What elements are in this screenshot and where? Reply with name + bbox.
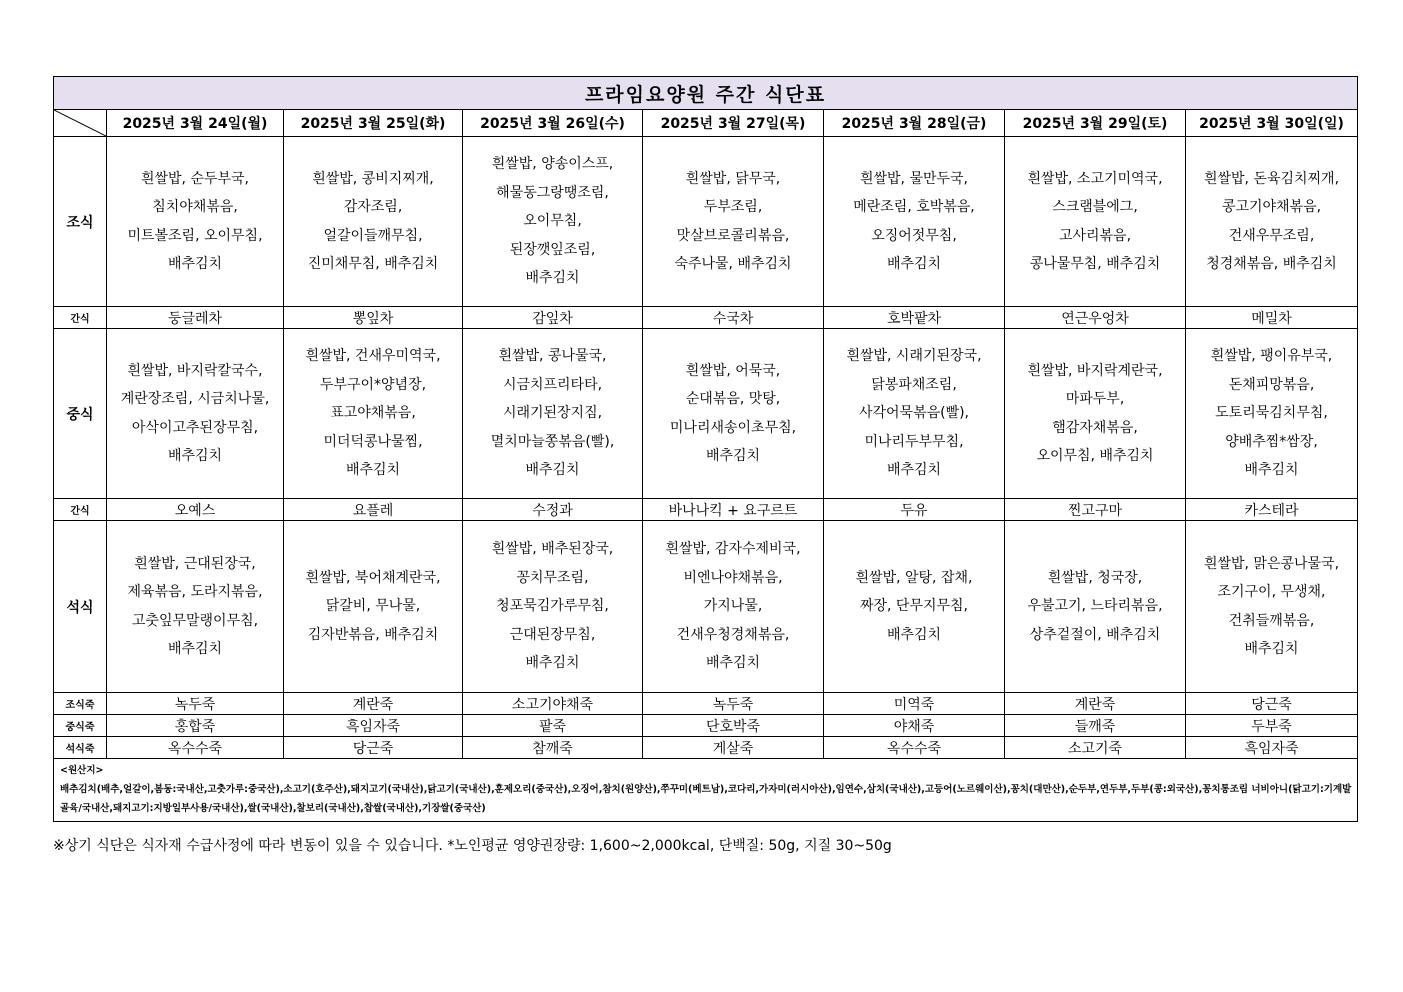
menu-item-line: 오징어젓무침, bbox=[871, 227, 957, 244]
afternoon-snack-cell: 두유 bbox=[824, 499, 1005, 521]
date-header: 2025년 3월 27일(목) bbox=[643, 110, 824, 137]
menu-item-line: 메란조림, 호박볶음, bbox=[853, 199, 975, 215]
menu-item-line: 건새우청경채볶음, bbox=[676, 626, 790, 643]
dinner-menu-cell bbox=[107, 521, 284, 693]
weekly-menu-table bbox=[53, 76, 1358, 822]
footnote: ※상기 식단은 식자재 수급사정에 따라 변동이 있을 수 있습니다. *노인평균 영양권장량: 1,600~2,000kcal, 단백질: 50g, 지질 30~50g bbox=[53, 838, 892, 854]
menu-item-line: 흰쌀밥, 팽이유부국, bbox=[1210, 348, 1333, 365]
menu-item-line: 배추김치 bbox=[705, 655, 761, 672]
menu-item-line: 표고야채볶음, bbox=[330, 405, 416, 422]
menu-item-line: 흰쌀밥, 콩비지찌개, bbox=[312, 170, 434, 187]
menu-item-line: 건취들깨볶음, bbox=[1228, 612, 1315, 629]
menu-item-line: 조기구이, 무생채, bbox=[1217, 584, 1326, 600]
morning-snack-cell: 호박팥차 bbox=[824, 307, 1005, 329]
porridge-breakfast-cell: 녹두죽 bbox=[643, 693, 824, 715]
row-label-dinner: 석식 bbox=[54, 521, 107, 693]
page-title: 프라임요양원 주간 식단표 bbox=[54, 77, 1358, 110]
menu-item-line: 미나리새송이초무침, bbox=[669, 419, 797, 436]
date-header: 2025년 3월 24일(월) bbox=[107, 110, 284, 137]
menu-item-line: 아삭이고추된장무침, bbox=[131, 419, 259, 436]
menu-item-line: 배추김치 bbox=[167, 641, 223, 657]
menu-item-line: 사각어묵볶음(빨), bbox=[858, 405, 970, 422]
menu-item-line: 배추김치 bbox=[167, 256, 223, 272]
menu-item-line: 흰쌀밥, 시래기된장국, bbox=[846, 348, 982, 365]
menu-item-line: 고사리볶음, bbox=[1058, 227, 1132, 244]
morning-snack-cell: 수국차 bbox=[643, 307, 824, 329]
menu-item-line: 흰쌀밥, 어묵국, bbox=[685, 362, 781, 379]
menu-item-line: 돈채피망볶음, bbox=[1228, 376, 1315, 393]
afternoon-snack-cell: 요플레 bbox=[284, 499, 463, 521]
menu-item-line: 양배추찜*쌈장, bbox=[1225, 433, 1318, 450]
breakfast-menu-cell bbox=[463, 137, 643, 307]
porridge-dinner-cell: 당근죽 bbox=[284, 737, 463, 759]
porridge-lunch-cell: 들깨죽 bbox=[1005, 715, 1186, 737]
date-header: 2025년 3월 30일(일) bbox=[1186, 110, 1358, 137]
dinner-menu-cell bbox=[1186, 521, 1358, 693]
menu-item-line: 상추겉절이, 배추김치 bbox=[1029, 626, 1161, 643]
menu-item-line: 흰쌀밥, 물만두국, bbox=[859, 170, 969, 187]
breakfast-menu-cell bbox=[824, 137, 1005, 307]
menu-item-line: 가지나물, bbox=[703, 598, 763, 615]
menu-item-line: 흰쌀밥, 배추된장국, bbox=[491, 541, 614, 558]
lunch-menu-cell bbox=[463, 329, 643, 499]
menu-item-line: 흰쌀밥, 순두부국, bbox=[140, 170, 250, 187]
menu-item-line: 된장깻잎조림, bbox=[509, 241, 596, 258]
menu-item-line: 꽁치무조림, bbox=[516, 569, 589, 586]
menu-item-line: 오이무침, 배추김치 bbox=[1036, 448, 1154, 464]
menu-item-line: 스크램블에그, bbox=[1052, 199, 1138, 215]
menu-item-line: 순대볶음, 맛탕, bbox=[685, 391, 781, 407]
menu-item-line: 얼갈이들깨무침, bbox=[323, 227, 423, 244]
menu-item-line: 근대된장무침, bbox=[509, 626, 596, 643]
breakfast-menu-cell bbox=[643, 137, 824, 307]
menu-item-line: 흰쌀밥, 알탕, 잡채, bbox=[855, 569, 973, 586]
porridge-dinner-cell: 옥수수죽 bbox=[107, 737, 284, 759]
breakfast-menu-cell bbox=[1005, 137, 1186, 307]
menu-item-line: 미트볼조림, 오이무침, bbox=[127, 227, 263, 244]
menu-item-line: 청경채볶음, 배추김치 bbox=[1206, 256, 1337, 272]
row-label-porridge-breakfast: 조식죽 bbox=[54, 693, 107, 715]
menu-item-line: 도토리묵김치무침, bbox=[1215, 405, 1328, 422]
menu-item-line: 마파두부, bbox=[1065, 391, 1125, 407]
menu-item-line: 흰쌀밥, 북어채계란국, bbox=[305, 569, 441, 586]
porridge-lunch-cell: 야채죽 bbox=[824, 715, 1005, 737]
porridge-lunch-cell: 단호박죽 bbox=[643, 715, 824, 737]
menu-item-line: 흰쌀밥, 근대된장국, bbox=[134, 555, 256, 572]
row-label-snack: 간식 bbox=[54, 307, 107, 329]
menu-item-line: 배추김치 bbox=[886, 256, 942, 272]
porridge-breakfast-cell: 녹두죽 bbox=[107, 693, 284, 715]
menu-item-line: 흰쌀밥, 바지락칼국수, bbox=[127, 362, 263, 379]
corner-cell bbox=[54, 110, 107, 137]
porridge-breakfast-cell: 계란죽 bbox=[284, 693, 463, 715]
breakfast-menu-cell bbox=[284, 137, 463, 307]
porridge-breakfast-cell: 당근죽 bbox=[1186, 693, 1358, 715]
menu-item-line: 배추김치 bbox=[525, 462, 580, 479]
menu-item-line: 흰쌀밥, 소고기미역국, bbox=[1027, 170, 1163, 187]
menu-item-line: 우불고기, 느타리볶음, bbox=[1027, 598, 1163, 615]
menu-item-line: 배추김치 bbox=[167, 448, 223, 464]
afternoon-snack-cell: 바나나킥 + 요구르트 bbox=[643, 499, 824, 521]
porridge-breakfast-cell: 미역죽 bbox=[824, 693, 1005, 715]
row-label-breakfast: 조식 bbox=[54, 137, 107, 307]
menu-item-line: 진미채무침, 배추김치 bbox=[307, 256, 439, 272]
porridge-dinner-cell: 흑임자죽 bbox=[1186, 737, 1358, 759]
morning-snack-cell: 연근우엉차 bbox=[1005, 307, 1186, 329]
lunch-menu-cell bbox=[284, 329, 463, 499]
afternoon-snack-cell: 오예스 bbox=[107, 499, 284, 521]
breakfast-menu-cell bbox=[107, 137, 284, 307]
menu-item-line: 오이무침, bbox=[523, 213, 582, 230]
menu-item-line: 짜장, 단무지무침, bbox=[859, 598, 969, 615]
porridge-lunch-cell: 두부죽 bbox=[1186, 715, 1358, 737]
menu-item-line: 흰쌀밥, 건새우미역국, bbox=[305, 348, 441, 365]
dinner-menu-cell bbox=[463, 521, 643, 693]
menu-item-line: 두부조림, bbox=[703, 199, 763, 215]
menu-item-line: 두부구이*양념장, bbox=[319, 376, 427, 393]
menu-item-line: 배추김치 bbox=[525, 655, 580, 672]
menu-item-line: 비엔나야채볶음, bbox=[683, 569, 783, 586]
dinner-menu-cell bbox=[284, 521, 463, 693]
menu-item-line: 콩나물무침, 배추김치 bbox=[1029, 256, 1161, 272]
menu-item-line: 흰쌀밥, 돈육김치찌개, bbox=[1203, 170, 1340, 187]
menu-item-line: 김자반볶음, 배추김치 bbox=[307, 626, 439, 643]
morning-snack-cell: 감잎차 bbox=[463, 307, 643, 329]
lunch-menu-cell bbox=[107, 329, 284, 499]
origin-title: <원산지> bbox=[60, 765, 104, 776]
menu-item-line: 흰쌀밥, 감자수제비국, bbox=[665, 541, 801, 558]
lunch-menu-cell bbox=[643, 329, 824, 499]
origin-info bbox=[54, 759, 1358, 822]
menu-item-line: 청포묵김가루무침, bbox=[496, 598, 609, 615]
menu-item-line: 배추김치 bbox=[1244, 462, 1299, 479]
menu-item-line: 고춧잎무말랭이무침, bbox=[131, 612, 259, 629]
menu-item-line: 미더덕콩나물찜, bbox=[323, 433, 423, 450]
menu-item-line: 배추김치 bbox=[1244, 641, 1299, 657]
menu-item-line: 배추김치 bbox=[886, 626, 942, 643]
lunch-menu-cell bbox=[1005, 329, 1186, 499]
menu-item-line: 흰쌀밥, 맑은콩나물국, bbox=[1203, 555, 1340, 572]
menu-item-line: 배추김치 bbox=[886, 462, 942, 479]
porridge-dinner-cell: 소고기죽 bbox=[1005, 737, 1186, 759]
menu-item-line: 미나리두부무침, bbox=[864, 433, 964, 450]
menu-item-line: 침치야채볶음, bbox=[152, 199, 238, 215]
porridge-dinner-cell: 참깨죽 bbox=[463, 737, 643, 759]
menu-item-line: 시금치프리타타, bbox=[502, 376, 603, 393]
date-header: 2025년 3월 28일(금) bbox=[824, 110, 1005, 137]
menu-item-line: 건새우무조림, bbox=[1228, 227, 1315, 244]
menu-item-line: 맛살브로콜리볶음, bbox=[676, 227, 790, 244]
dinner-menu-cell bbox=[1005, 521, 1186, 693]
menu-item-line: 흰쌀밥, 바지락계란국, bbox=[1027, 362, 1163, 379]
lunch-menu-cell bbox=[1186, 329, 1358, 499]
date-header: 2025년 3월 26일(수) bbox=[463, 110, 643, 137]
menu-item-line: 감자조림, bbox=[343, 199, 403, 215]
menu-item-line: 콩고기야채볶음, bbox=[1221, 199, 1322, 215]
menu-item-line: 흰쌀밥, 양송이스프, bbox=[491, 156, 614, 173]
row-label-snack: 간식 bbox=[54, 499, 107, 521]
porridge-lunch-cell: 팥죽 bbox=[463, 715, 643, 737]
row-label-porridge-dinner: 석식죽 bbox=[54, 737, 107, 759]
porridge-dinner-cell: 게살죽 bbox=[643, 737, 824, 759]
menu-item-line: 닭봉파채조림, bbox=[871, 376, 957, 393]
menu-item-line: 시래기된장지짐, bbox=[502, 405, 603, 422]
row-label-porridge-lunch: 중식죽 bbox=[54, 715, 107, 737]
dinner-menu-cell bbox=[643, 521, 824, 693]
porridge-breakfast-cell: 계란죽 bbox=[1005, 693, 1186, 715]
menu-item-line: 계란장조림, 시금치나물, bbox=[120, 391, 270, 407]
origin-text: 배추김치(배추,얼갈이,봄동:국내산,고춧가루:중국산),소고기(호주산),돼지고기(국내산),닭고기(국내산),훈제오리(중국산),오징어,참치(원양산),쭈꾸미(베트남),코다리,가자미(러시아산),임연수,삼치(국내산),고등어(노르웨이산),꽁치(대만산),순두부,연두부,두부(콩:외국산),꽁치통조림 너비아니(닭고기:기계발골육/국내산,돼지고기:지방일부사용/국내산),쌀(국내산),찰보리(국내산),찹쌀(국내산),기장쌀(중국산) bbox=[60, 784, 1352, 814]
porridge-breakfast-cell: 소고기야채죽 bbox=[463, 693, 643, 715]
menu-item-line: 제육볶음, 도라지볶음, bbox=[127, 584, 263, 600]
date-header: 2025년 3월 29일(토) bbox=[1005, 110, 1186, 137]
breakfast-menu-cell bbox=[1186, 137, 1358, 307]
porridge-lunch-cell: 흑임자죽 bbox=[284, 715, 463, 737]
menu-item-line: 멸치마늘쫑볶음(빨), bbox=[490, 433, 615, 450]
menu-item-line: 흰쌀밥, 청국장, bbox=[1047, 569, 1143, 586]
menu-item-line: 햄감자채볶음, bbox=[1052, 419, 1138, 436]
menu-item-line: 흰쌀밥, 콩나물국, bbox=[498, 348, 607, 365]
row-label-lunch: 중식 bbox=[54, 329, 107, 499]
morning-snack-cell: 둥글레차 bbox=[107, 307, 284, 329]
menu-item-line: 배추김치 bbox=[345, 462, 401, 479]
menu-item-line: 숙주나물, 배추김치 bbox=[674, 256, 792, 272]
menu-item-line: 닭갈비, 무나물, bbox=[325, 598, 421, 615]
morning-snack-cell: 뽕잎차 bbox=[284, 307, 463, 329]
date-header: 2025년 3월 25일(화) bbox=[284, 110, 463, 137]
afternoon-snack-cell: 카스테라 bbox=[1186, 499, 1358, 521]
porridge-dinner-cell: 옥수수죽 bbox=[824, 737, 1005, 759]
porridge-lunch-cell: 홍합죽 bbox=[107, 715, 284, 737]
menu-item-line: 배추김치 bbox=[705, 448, 761, 464]
menu-item-line: 배추김치 bbox=[525, 270, 580, 287]
afternoon-snack-cell: 찐고구마 bbox=[1005, 499, 1186, 521]
dinner-menu-cell bbox=[824, 521, 1005, 693]
menu-item-line: 흰쌀밥, 닭무국, bbox=[685, 170, 781, 187]
menu-item-line: 해물동그랑땡조림, bbox=[496, 184, 609, 201]
morning-snack-cell: 메밀차 bbox=[1186, 307, 1358, 329]
afternoon-snack-cell: 수정과 bbox=[463, 499, 643, 521]
lunch-menu-cell bbox=[824, 329, 1005, 499]
